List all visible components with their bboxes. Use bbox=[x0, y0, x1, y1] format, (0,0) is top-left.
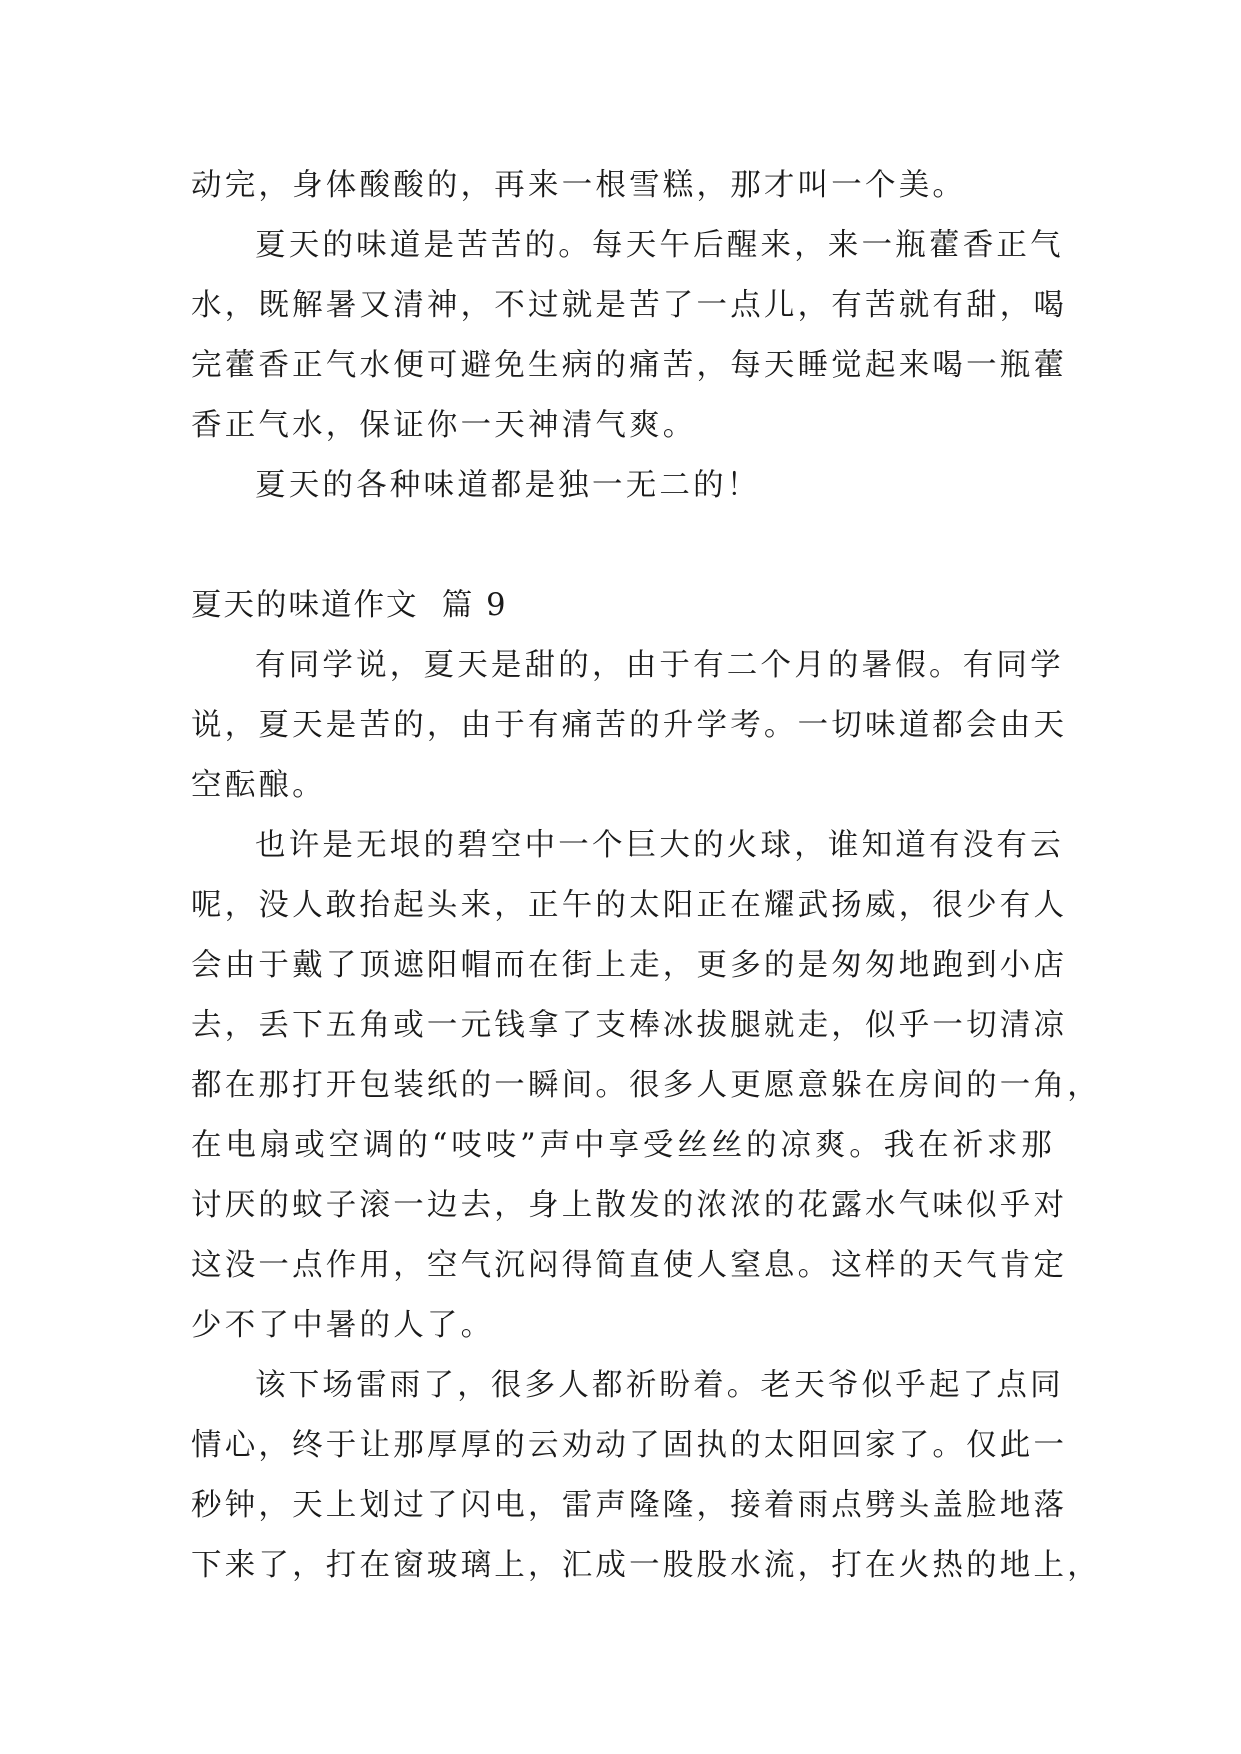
paragraph-4 bbox=[191, 636, 1068, 816]
paragraph-5 bbox=[191, 816, 1101, 1356]
paragraph-2 bbox=[191, 216, 1068, 456]
text-line: 空酝酿。 bbox=[191, 768, 326, 803]
section-spacer bbox=[191, 516, 1055, 576]
text-line: 完藿香正气水便可避免生病的痛苦，每天睡觉起来喝一瓶藿 bbox=[191, 348, 1068, 383]
text-line: 下来了，打在窗玻璃上，汇成一股股水流，打在火热的地上， bbox=[191, 1548, 1101, 1583]
text-line: 这没一点作用，空气沉闷得简直使人窒息。这样的天气肯定 bbox=[191, 1248, 1068, 1283]
text-line: 说，夏天是苦的，由于有痛苦的升学考。一切味道都会由天 bbox=[191, 708, 1068, 743]
text-line: 夏天的各种味道都是独一无二的！ bbox=[255, 468, 761, 503]
paragraph-1 bbox=[191, 156, 1055, 216]
text-line: 都在那打开包装纸的一瞬间。很多人更愿意躲在房间的一角， bbox=[191, 1068, 1101, 1103]
text-line: 情心，终于让那厚厚的云劝动了固执的太阳回家了。仅此一 bbox=[191, 1428, 1068, 1463]
text-line: 去，丢下五角或一元钱拿了支棒冰拔腿就走，似乎一切清凉 bbox=[191, 1008, 1068, 1043]
document-page bbox=[191, 156, 1101, 1596]
text-line: 水，既解暑又清神，不过就是苦了一点儿，有苦就有甜，喝 bbox=[191, 288, 1068, 323]
paragraph-6 bbox=[191, 1356, 1101, 1596]
text-line: 香正气水，保证你一天神清气爽。 bbox=[191, 408, 697, 443]
text-line: 在电扇或空调的“吱吱”声中享受丝丝的凉爽。我在祈求那 bbox=[191, 1128, 1055, 1163]
text-line: 有同学说，夏天是甜的，由于有二个月的暑假。有同学 bbox=[255, 648, 1064, 683]
text-line: 呢，没人敢抬起头来，正午的太阳正在耀武扬威，很少有人 bbox=[191, 888, 1068, 923]
text-line: 也许是无垠的碧空中一个巨大的火球，谁知道有没有云 bbox=[255, 828, 1064, 863]
text-line: 少不了中暑的人了。 bbox=[191, 1308, 495, 1343]
text-line: 夏天的味道是苦苦的。每天午后醒来，来一瓶藿香正气 bbox=[255, 228, 1064, 263]
text-line: 动完，身体酸酸的，再来一根雪糕，那才叫一个美。 bbox=[191, 168, 967, 203]
text-line: 讨厌的蚊子滚一边去，身上散发的浓浓的花露水气味似乎对 bbox=[191, 1188, 1068, 1223]
text-line: 秒钟，天上划过了闪电，雷声隆隆，接着雨点劈头盖脸地落 bbox=[191, 1488, 1068, 1523]
text-line: 该下场雷雨了，很多人都祈盼着。老天爷似乎起了点同 bbox=[255, 1368, 1064, 1403]
paragraph-3 bbox=[191, 456, 1055, 516]
text-line: 会由于戴了顶遮阳帽而在街上走，更多的是匆匆地跑到小店 bbox=[191, 948, 1068, 983]
section-heading: 夏天的味道作文 篇 9 bbox=[191, 588, 508, 623]
